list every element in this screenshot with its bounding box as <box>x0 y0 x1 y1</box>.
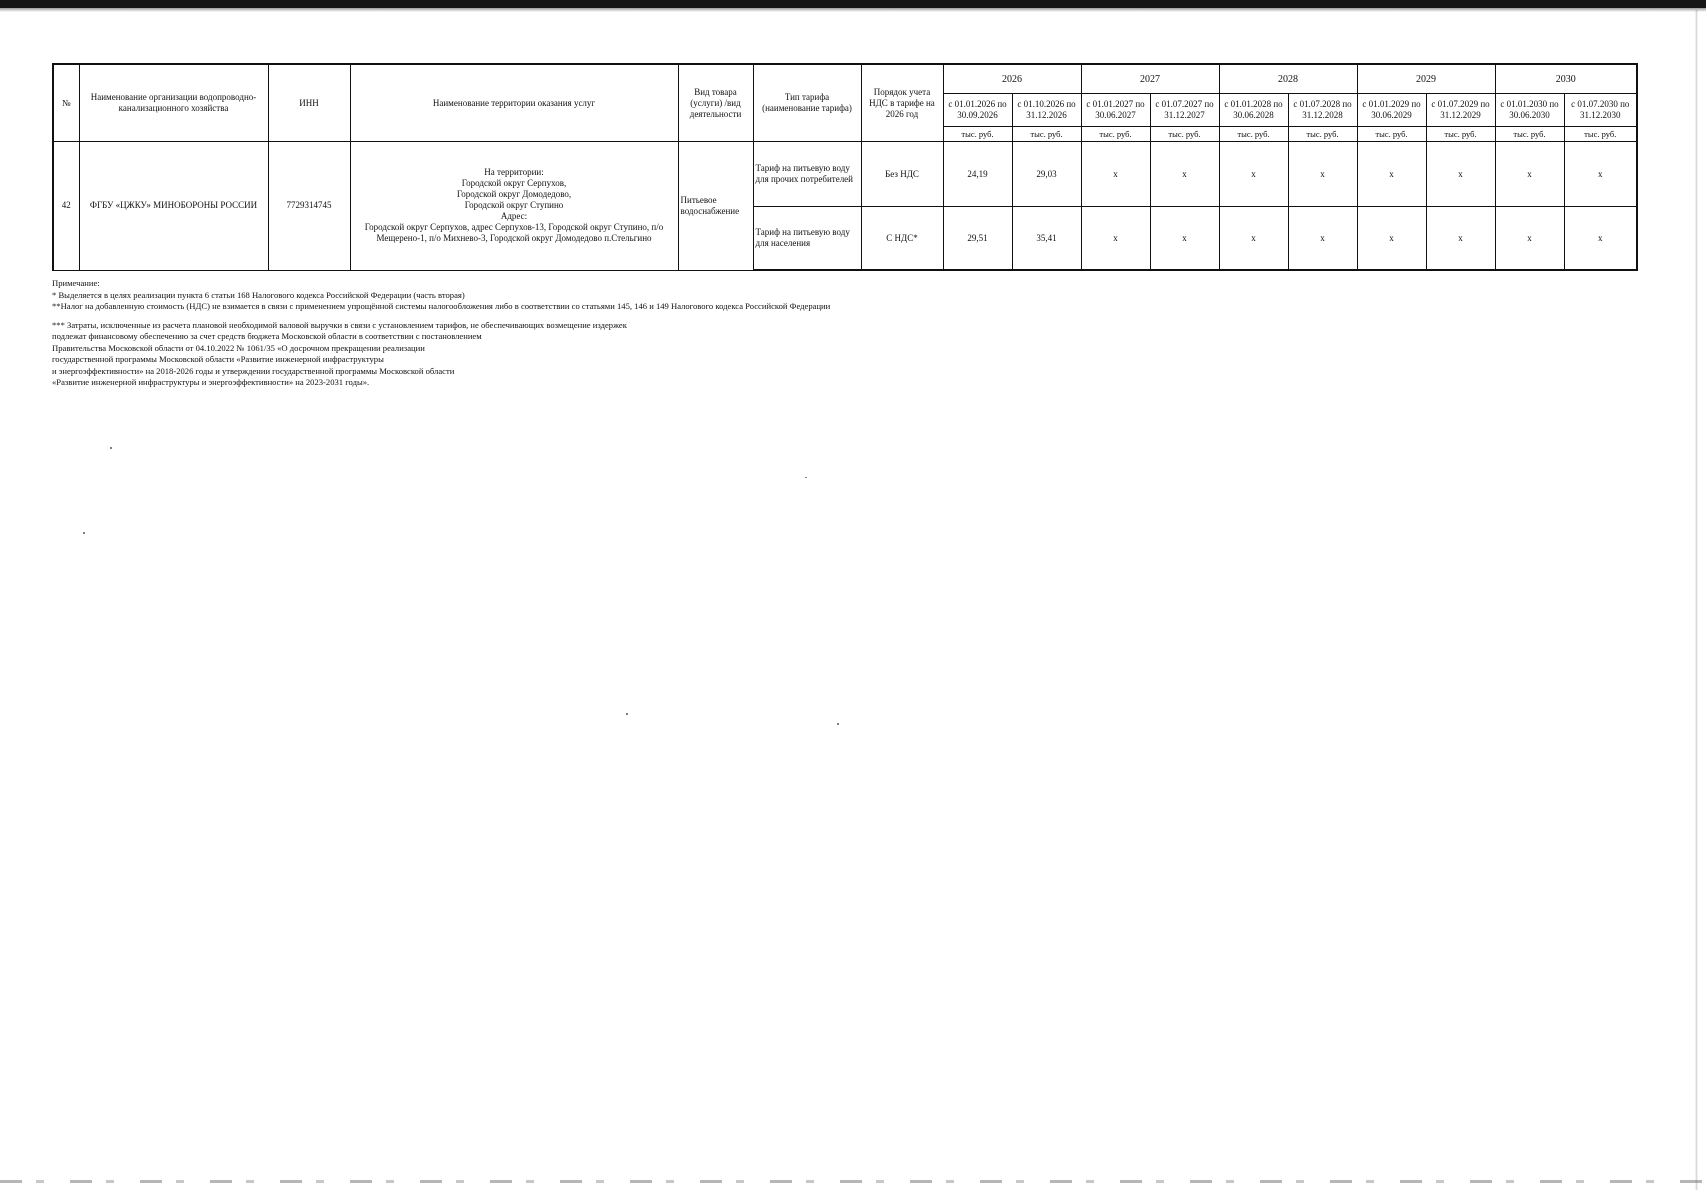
cell-value: x <box>1495 207 1564 271</box>
note-line: Правительства Московской области от 04.10.2022 № 1061/35 «О досрочном прекращении реализации <box>52 342 425 353</box>
header-period: с 01.01.2030 по 30.06.2030 <box>1495 94 1564 127</box>
cell-value: x <box>1081 207 1150 271</box>
header-period: с 01.07.2030 по 31.12.2030 <box>1564 94 1637 127</box>
cell-value: x <box>1426 207 1495 271</box>
cell-value: x <box>1564 207 1637 271</box>
header-inn: ИНН <box>268 64 350 142</box>
territory-line: Адрес: <box>500 211 528 222</box>
header-vat-order: Порядок учета НДС в тарифе на 2026 год <box>861 64 943 142</box>
header-unit: тыс. руб. <box>1564 127 1637 142</box>
header-unit: тыс. руб. <box>1357 127 1426 142</box>
header-unit: тыс. руб. <box>1495 127 1564 142</box>
header-period: с 01.07.2029 по 31.12.2029 <box>1426 94 1495 127</box>
cell-value: x <box>1564 142 1637 207</box>
header-org-name: Наименование организации водопроводно-канализационного хозяйства <box>79 64 268 142</box>
note-line: * Выделяется в целях реализации пункта 6 статьи 168 Налогового кодекса Российской Федерации (часть вторая) <box>52 289 465 300</box>
note-line: *** Затраты, исключенные из расчета плановой необходимой валовой выручки в связи с установлением тарифов, не обеспечивающих возмещение издержек <box>52 319 627 330</box>
scan-bottom-noise <box>0 1180 1706 1183</box>
territory-line: Городской округ Ступино <box>464 200 564 211</box>
note-line: «Развитие инженерной инфраструктуры и энергоэффективности» на 2023-2031 годы». <box>52 377 370 387</box>
header-tariff-type: Тип тарифа (наименование тарифа) <box>753 64 861 142</box>
cell-tariff-type: Тариф на питьевую воду для прочих потребителей <box>753 142 861 207</box>
note-line: государственной программы Московской области «Развитие инженерной инфраструктуры <box>52 354 384 364</box>
scan-speck <box>110 447 112 449</box>
header-unit: тыс. руб. <box>943 127 1012 142</box>
scan-speck <box>805 477 807 478</box>
cell-inn: 7729314745 <box>268 142 350 271</box>
header-period: с 01.10.2026 по 31.12.2026 <box>1012 94 1081 127</box>
note-line: **Налог на добавленную стоимость (НДС) не взимается в связи с применением упрощённой системы налогообложения либо в соответствии со статьями 145, 146 и 149 Налогового кодекса Российской Федерации <box>52 301 831 311</box>
header-unit: тыс. руб. <box>1012 127 1081 142</box>
cell-territory <box>350 142 678 271</box>
territory-line: На территории: <box>484 167 544 178</box>
cell-value: x <box>1426 142 1495 207</box>
header-period: с 01.01.2026 по 30.09.2026 <box>943 94 1012 127</box>
scan-right-streak <box>1695 10 1698 1190</box>
header-unit: тыс. руб. <box>1288 127 1357 142</box>
cell-value: x <box>1357 142 1426 207</box>
notes-section <box>52 278 1452 389</box>
cell-value: x <box>1357 207 1426 271</box>
cell-vat: С НДС* <box>861 207 943 271</box>
cell-value: 35,41 <box>1012 207 1081 271</box>
cell-value: x <box>1288 142 1357 207</box>
cell-value: x <box>1495 142 1564 207</box>
cell-tariff-type: Тариф на питьевую воду для населения <box>753 207 861 271</box>
cell-value: 29,51 <box>943 207 1012 271</box>
scan-speck <box>626 713 628 715</box>
cell-value: x <box>1288 207 1357 271</box>
cell-value: x <box>1150 207 1219 271</box>
cell-value: x <box>1081 142 1150 207</box>
header-period: с 01.01.2028 по 30.06.2028 <box>1219 94 1288 127</box>
header-unit: тыс. руб. <box>1219 127 1288 142</box>
cell-value: 29,03 <box>1012 142 1081 207</box>
header-year-2028: 2028 <box>1219 64 1357 94</box>
table-row <box>53 142 1637 207</box>
territory-line: Городской округ Серпухов, <box>461 178 567 189</box>
header-year-2027: 2027 <box>1081 64 1219 94</box>
header-unit: тыс. руб. <box>1426 127 1495 142</box>
cell-row-num: 42 <box>53 142 79 271</box>
header-num: № <box>53 64 79 142</box>
cell-value: 24,19 <box>943 142 1012 207</box>
scan-speck <box>83 532 85 534</box>
cell-org-name: ФГБУ «ЦЖКУ» МИНОБОРОНЫ РОССИИ <box>79 142 268 271</box>
header-territory: Наименование территории оказания услуг <box>350 64 678 142</box>
scan-top-shadow <box>0 8 1706 12</box>
note-line: подлежат финансовому обеспечению за счет средств бюджета Московской области в соответствии с постановлением <box>52 331 482 341</box>
territory-line: Мещерено-1, п/о Михнево-3, Городской округ Домодедово п.Стельгино <box>376 233 652 244</box>
cell-value: x <box>1150 142 1219 207</box>
scan-speck <box>837 723 839 725</box>
note-line: и энергоэффективности» на 2018-2026 годы и утверждении государственной программы Московской области <box>52 365 455 376</box>
header-period: с 01.01.2027 по 30.06.2027 <box>1081 94 1150 127</box>
scan-top-border <box>0 0 1706 8</box>
header-period: с 01.01.2029 по 30.06.2029 <box>1357 94 1426 127</box>
territory-line: Городской округ Домодедово, <box>456 189 572 200</box>
cell-goods-type: Питьевое водоснабжение <box>678 142 753 271</box>
cell-value: x <box>1219 142 1288 207</box>
header-period: с 01.07.2027 по 31.12.2027 <box>1150 94 1219 127</box>
header-year-2029: 2029 <box>1357 64 1495 94</box>
header-unit: тыс. руб. <box>1081 127 1150 142</box>
header-period: с 01.07.2028 по 31.12.2028 <box>1288 94 1357 127</box>
tariff-table <box>52 63 1638 271</box>
cell-vat: Без НДС <box>861 142 943 207</box>
header-unit: тыс. руб. <box>1150 127 1219 142</box>
header-year-2030: 2030 <box>1495 64 1637 94</box>
header-year-2026: 2026 <box>943 64 1081 94</box>
cell-value: x <box>1219 207 1288 271</box>
notes-title: Примечание: <box>52 278 100 288</box>
territory-line: Городской округ Серпухов, адрес Серпухов-13, Городской округ Ступино, п/о <box>364 222 664 233</box>
header-goods-type: Вид товара (услуги) /вид деятельности <box>678 64 753 142</box>
